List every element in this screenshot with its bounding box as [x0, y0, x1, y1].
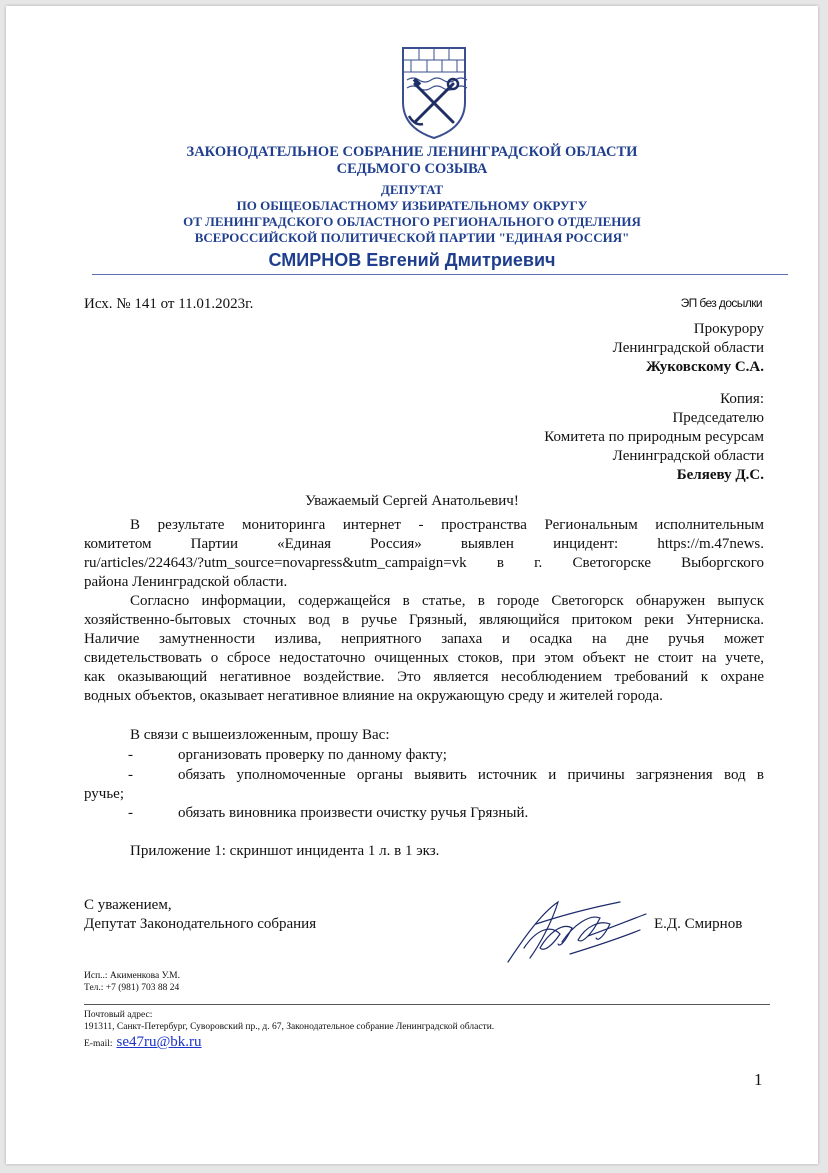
paragraph-1: [84, 516, 764, 592]
header-branch: ОТ ЛЕНИНГРАДСКОГО ОБЛАСТНОГО РЕГИОНАЛЬНОГО ОТДЕЛЕНИЯ: [183, 214, 641, 229]
executor-name: Исп..: Акименкова У.М.: [84, 971, 181, 981]
coat-of-arms-icon: [399, 44, 469, 140]
email-label: E-mail:: [84, 1039, 113, 1049]
addressee-block: [464, 320, 764, 377]
delivery-note: ЭП без досылки: [680, 296, 762, 310]
text-line: В результате мониторинга интернет - пространства Региональным исполнительным: [130, 517, 764, 533]
text-line: комитетом Партии «Единая Россия» выявлен инцидент: https://m.47news.: [84, 536, 764, 552]
text-line: Согласно информации, содержащейся в статье, в городе Светогорск обнаружен выпуск: [130, 593, 764, 609]
bullet-item-continuation: ручье;: [84, 786, 125, 802]
header-district: ПО ОБЩЕОБЛАСТНОМУ ИЗБИРАТЕЛЬНОМУ ОКРУГУ: [236, 198, 588, 213]
signer-name: Е.Д. Смирнов: [654, 916, 743, 932]
document-page: [6, 6, 818, 1164]
salutation: Уважаемый Сергей Анатольевич!: [305, 493, 519, 509]
header-deputy: ДЕПУТАТ: [380, 182, 444, 197]
copy-name: Беляеву Д.С.: [676, 467, 764, 483]
text-line: хозяйственно-бытовых сточных вод в ручье Грязный, являющийся притоком реки Унтерниска.: [84, 612, 764, 628]
request-intro: В связи с вышеизложенным, прошу Вас:: [130, 727, 390, 743]
postal-address-label: Почтовый адрес:: [84, 1010, 153, 1020]
text-line: водных объектов, оказывает негативное влияние на окружающую среду и жителей города.: [84, 688, 663, 704]
text-line: свидетельствовать о сбросе недостаточно очищенных стоков, при этом объект не стоит на учете,: [84, 650, 764, 666]
text-line: как оказывающий негативное воздействие. Это является несоблюдением требований к охране: [84, 669, 764, 685]
outgoing-number: Исх. № 141 от 11.01.2023г.: [84, 296, 254, 312]
copy-block: [444, 390, 764, 485]
header-title: ЗАКОНОДАТЕЛЬНОЕ СОБРАНИЕ ЛЕНИНГРАДСКОЙ ОБЛАСТИ: [186, 144, 638, 160]
bullet-mark: -: [128, 747, 133, 763]
addressee-name: Жуковскому С.А.: [646, 359, 764, 375]
header-convocation: СЕДЬМОГО СОЗЫВА: [336, 161, 488, 177]
deputy-name: СМИРНОВ Евгений Дмитриевич: [268, 250, 556, 270]
bullet-mark: -: [128, 805, 133, 821]
signer-position: Депутат Законодательного собрания: [84, 916, 317, 932]
page-number: 1: [754, 1070, 763, 1089]
attachment-note: Приложение 1: скриншот инцидента 1 л. в 1 экз.: [130, 843, 440, 859]
footer-divider: [84, 1004, 770, 1005]
copy-line: Ленинградской области: [612, 448, 764, 464]
bullet-item: обязать уполномоченные органы выявить источник и причины загрязнения вод в: [178, 767, 764, 783]
addressee-line: Прокурору: [693, 321, 764, 337]
paragraph-2: [84, 592, 764, 706]
bullet-item: обязать виновника произвести очистку ручья Грязный.: [178, 805, 529, 821]
copy-line: Копия:: [720, 391, 764, 407]
postal-address: 191311, Санкт-Петербург, Суворовский пр., д. 67, Законодательное собрание Ленинградской области.: [84, 1022, 495, 1032]
bullet-mark: -: [128, 767, 133, 783]
executor-phone: Тел.: +7 (981) 703 88 24: [84, 983, 180, 993]
copy-line: Председателю: [672, 410, 764, 426]
text-line: ru/articles/224643/?utm_source=novapress&utm_campaign=vk в г. Светогорске Выборгского: [84, 555, 764, 571]
email-row: [84, 1033, 202, 1051]
addressee-line: Ленинградской области: [612, 340, 764, 356]
handwritten-signature: [500, 894, 650, 966]
bullet-item: организовать проверку по данному факту;: [178, 747, 447, 763]
copy-line: Комитета по природным ресурсам: [544, 429, 764, 445]
header-divider: [92, 274, 788, 275]
text-line: Наличие замутненности излива, неприятного запаха и осадка на дне ручья может: [84, 631, 764, 647]
closing: С уважением,: [84, 897, 172, 913]
email-link[interactable]: se47ru@bk.ru: [116, 1034, 202, 1050]
header-party: ВСЕРОССИЙСКОЙ ПОЛИТИЧЕСКОЙ ПАРТИИ "ЕДИНАЯ РОССИЯ": [194, 230, 630, 245]
text-line: района Ленинградской области.: [84, 574, 288, 590]
